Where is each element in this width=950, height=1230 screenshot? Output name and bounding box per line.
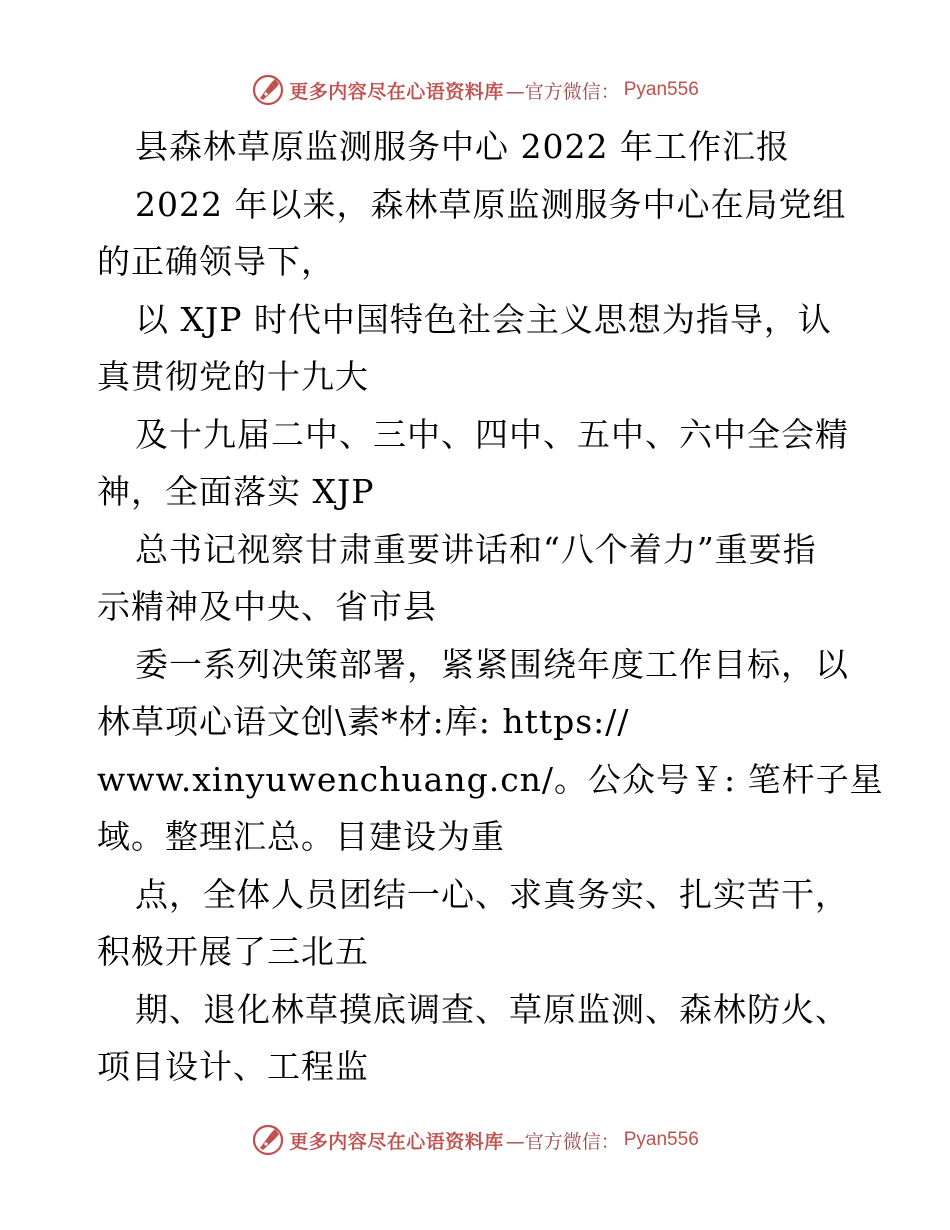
text-line: www.xinyuwenchuang.cn/。公众号￥: 笔杆子星 (97, 759, 884, 799)
pen-nib-circle-icon (251, 1123, 285, 1157)
text-line: 神，全面落实 XJP (97, 472, 375, 511)
watermark-separator-text: —官方微信： (505, 1130, 620, 1153)
text-line: 县森林草原监测服务中心 2022 年工作汇报 (135, 127, 790, 166)
text-line: 域。整理汇总。目建设为重 (97, 817, 505, 856)
watermark-separator-text: —官方微信： (505, 80, 620, 103)
header-watermark (0, 70, 950, 110)
text-line: 真贯彻党的十九大 (97, 357, 369, 396)
text-line: 的正确领导下， (97, 242, 335, 281)
text-line: 总书记视察甘肃重要讲话和“八个着力”重要指 (135, 529, 817, 569)
pen-nib-circle-icon (251, 73, 285, 107)
text-line: 积极开展了三北五 (97, 932, 369, 971)
footer-watermark (0, 1120, 950, 1160)
text-line: 期、退化林草摸底调查、草原监测、森林防火、 (135, 989, 849, 1029)
watermark-main-text: 更多内容尽在心语资料库 (289, 80, 504, 103)
text-line: 林草项心语文创\素*材:库: https:// (97, 702, 630, 741)
text-line: 以 XJP 时代中国特色社会主义思想为指导，认 (135, 299, 832, 339)
text-line: 示精神及中央、省市县 (97, 587, 437, 626)
text-line: 点，全体人员团结一心、求真务实、扎实苦干， (135, 874, 849, 914)
text-line: 及十九届二中、三中、四中、五中、六中全会精 (135, 414, 849, 454)
watermark-id-text: Pyan556 (623, 1129, 699, 1150)
watermark-main-text: 更多内容尽在心语资料库 (289, 1130, 504, 1153)
text-line: 项目设计、工程监 (97, 1047, 369, 1086)
text-line: 2022 年以来，森林草原监测服务中心在局党组 (135, 184, 847, 224)
watermark-id-text: Pyan556 (623, 79, 699, 100)
text-line: 委一系列决策部署，紧紧围绕年度工作目标，以 (135, 644, 849, 684)
document-body (97, 118, 884, 1096)
